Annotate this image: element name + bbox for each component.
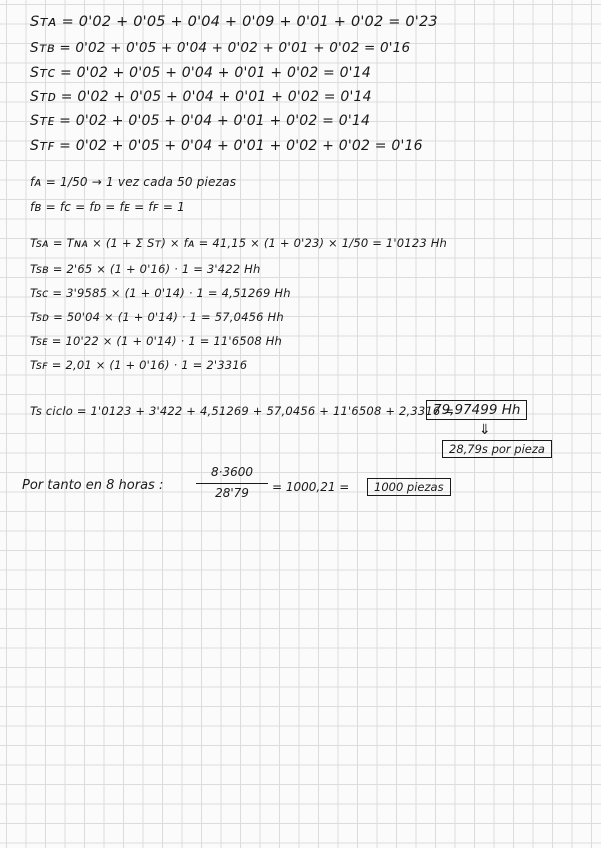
s-line-a: Sᴛᴀ = 0'02 + 0'05 + 0'04 + 0'09 + 0'01 + 0'02 = 0'23	[30, 14, 438, 30]
cycle-total-box: 79,97499 Hh	[426, 400, 527, 420]
t-line-a: Tsᴀ = Tɴᴀ × (1 + Σ Sᴛ) × fᴀ = 41,15 × (1 + 0'23) × 1/50 = 1'0123 Hh	[30, 236, 448, 250]
cycle-per-piece-box: 28,79s por pieza	[442, 440, 552, 458]
conclusion-result: = 1000,21 =	[272, 480, 350, 494]
f-line-a: fᴀ = 1/50 → 1 vez cada 50 piezas	[30, 175, 237, 189]
s-line-b: Sᴛʙ = 0'02 + 0'05 + 0'04 + 0'02 + 0'01 + 0'02 = 0'16	[30, 40, 411, 56]
t-line-f: Tsꜰ = 2,01 × (1 + 0'16) · 1 = 2'3316	[30, 358, 248, 372]
conclusion-text: Por tanto en 8 horas :	[22, 478, 164, 493]
conclusion-box: 1000 piezas	[367, 478, 451, 496]
s-line-f: Sᴛꜰ = 0'02 + 0'05 + 0'04 + 0'01 + 0'02 + 0'02 = 0'16	[30, 138, 423, 154]
t-line-c: Tsᴄ = 3'9585 × (1 + 0'14) · 1 = 4,51269 Hh	[30, 286, 291, 300]
cycle-sum-line: Ts ciclo = 1'0123 + 3'422 + 4,51269 + 57,0456 + 11'6508 + 2,3316 =	[30, 404, 455, 418]
s-line-e: Sᴛᴇ = 0'02 + 0'05 + 0'04 + 0'01 + 0'02 = 0'14	[30, 113, 371, 129]
fraction-numerator: 8·3600	[211, 465, 253, 479]
down-arrow-icon: ⇓	[479, 422, 491, 438]
f-line-rest: fʙ = fᴄ = fᴅ = fᴇ = fꜰ = 1	[30, 200, 185, 214]
t-line-d: Tsᴅ = 50'04 × (1 + 0'14) · 1 = 57,0456 Hh	[30, 310, 284, 324]
s-line-d: Sᴛᴅ = 0'02 + 0'05 + 0'04 + 0'01 + 0'02 = 0'14	[30, 89, 372, 105]
fraction-bar	[196, 483, 268, 484]
t-line-b: Tsʙ = 2'65 × (1 + 0'16) · 1 = 3'422 Hh	[30, 262, 261, 276]
t-line-e: Tsᴇ = 10'22 × (1 + 0'14) · 1 = 11'6508 Hh	[30, 334, 283, 348]
conclusion-fraction	[196, 465, 268, 500]
fraction-denominator: 28'79	[215, 486, 249, 500]
s-line-c: Sᴛᴄ = 0'02 + 0'05 + 0'04 + 0'01 + 0'02 = 0'14	[30, 65, 371, 81]
